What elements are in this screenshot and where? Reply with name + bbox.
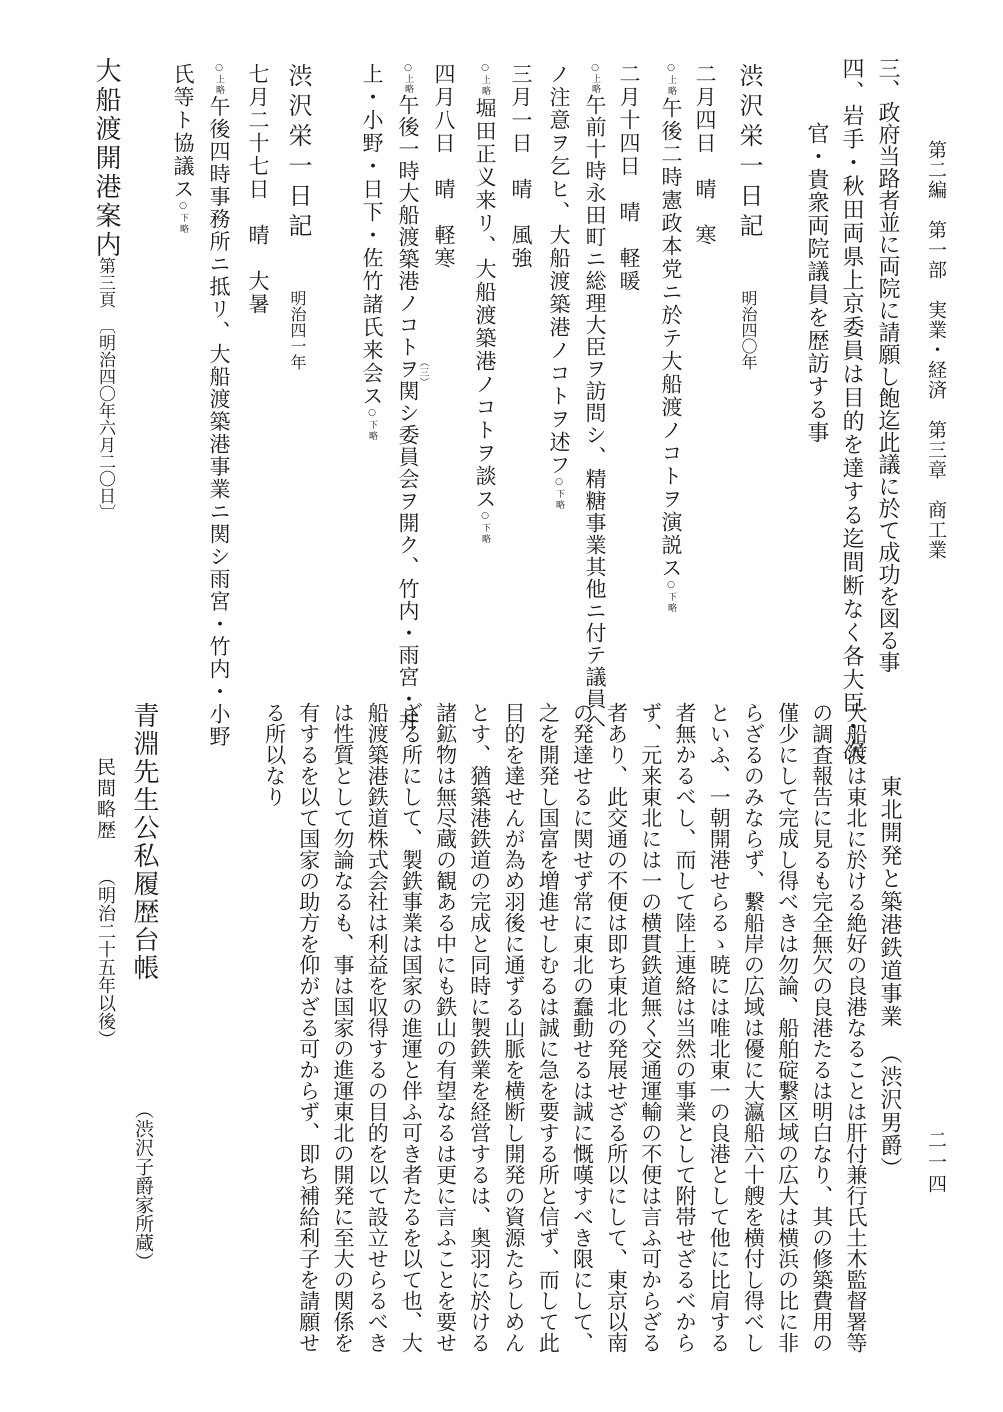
article-line: 船渡築港鉄道株式会社は利益を収得するの目的を以て設立せらるべき	[365, 702, 390, 1353]
guide-date: 〔明治四〇年六月二〇日〕	[95, 317, 115, 521]
entry-feb14-cont-text: ノ注意ヲ乞ヒ、大船渡築港ノコトヲ述フ	[547, 63, 571, 477]
entry-jul27-cont	[172, 63, 193, 235]
article-line: 有するを以て国家の助方を仰がざる可からず、即ち補給利子を請願せ	[296, 702, 321, 1353]
entry-apr8-text-a: 午後一時大船渡築港ノコトヲ	[396, 94, 420, 380]
record-title: 青淵先生公私履歴台帳	[129, 702, 159, 982]
article-line: らざるのみならず、繋船岸の広域は優に大瀛船六十艘を横付し得べし	[741, 702, 766, 1353]
entry-feb14	[584, 63, 605, 732]
entry-feb14-date: 二月十四日 晴 軽暖	[617, 63, 641, 293]
entry-apr8-date: 四月八日 晴 軽寒	[432, 63, 456, 270]
article-line: は性質として勿論なるも、事は国家の進運東北の開発に至大の関係を	[331, 702, 355, 1353]
article-line: 目的を達せんが為め羽後に通ずる山脈を横断し開発の資源たらしめん	[502, 702, 526, 1353]
entry-apr8-text-b: 関シ委員会ヲ開ク、竹内・雨宮・井	[396, 380, 420, 732]
article-line: る所以なり	[262, 702, 287, 807]
record-years: （明治二十五年以後）	[95, 868, 116, 1048]
apr8-annotation: （三）	[417, 357, 428, 387]
entry-jul27	[208, 63, 229, 748]
record-source: （渋沢子爵家所蔵）	[132, 1100, 154, 1271]
entry-jul27-text: 午後四時事務所ニ抵リ、大船渡築港事業ニ関シ雨宮・竹内・小野	[207, 95, 231, 748]
omission-mark: ○上略	[403, 63, 413, 94]
omission-mark: ○上略	[590, 63, 600, 94]
article-line: 之を開発し国富を増進せしむるは誠に急を要する所と信ず、而して此	[536, 702, 561, 1353]
item-3	[875, 57, 900, 673]
article-line: とす、猶築港鉄道の完成と同時に製鉄業を経営するは、奥羽に於ける	[467, 702, 492, 1353]
record-subtitle: 民間略歴	[94, 757, 116, 841]
omission-mark: ○上略	[480, 63, 490, 97]
entry-mar1-date: 三月一日 晴 風強	[509, 63, 533, 270]
entry-mar1	[474, 63, 495, 545]
entry-apr8-cont-text: 上・小野・日下・佐竹諸氏来会ス	[360, 63, 384, 408]
article-line: といふ、一朝開港せらるゝ暁には唯北東一の良港として他に比肩する	[707, 702, 732, 1353]
entry-jul27-date: 七月二十七日 晴 大暑	[246, 63, 270, 316]
entry-apr8-cont	[361, 63, 382, 442]
article-author: （渋沢男爵）	[877, 1042, 902, 1180]
article-title-text: 東北開発と築港鉄道事業	[877, 775, 902, 1028]
omission-mark: ○上略	[666, 63, 676, 97]
entry-feb4-date: 二月四日 晴 寒	[693, 63, 717, 247]
omission-mark: ○下略	[480, 511, 490, 545]
article-line: 諸鉱物は無尽蔵の観ある中にも鉄山の有望なるは更に言ふことを要せ	[433, 702, 458, 1353]
entry-feb14-text: 午前十時永田町ニ総理大臣ヲ訪問シ、精糖事業其他ニ付テ議員ヘ	[583, 94, 607, 732]
guide-title: 大船渡開港案内	[91, 57, 121, 260]
entry-jul27-cont-text: 氏等ト協議ス	[171, 63, 195, 201]
item-4-line-2: 官・貴衆両院議員を歴訪する事	[804, 122, 829, 444]
chapter-header: 第二編 第一部 実業・経済 第三章 商工業	[925, 140, 947, 560]
entry-feb4	[660, 63, 681, 614]
entry-mar1-text: 堀田正义来リ、大船渡築港ノコトヲ談ス	[473, 97, 497, 511]
article-line: の調査報告に見るも完全無欠の良港たるは明白なり、其の修築費用の	[809, 702, 834, 1353]
guide-page: 第三頁	[95, 257, 115, 308]
omission-mark: ○下略	[178, 201, 188, 235]
article-line: 者無かるべし、而して陸上連絡は当然の事業として附帯せざるべから	[673, 702, 697, 1353]
entry-apr8	[397, 63, 418, 732]
diary-2-title: 渋沢栄一日記	[284, 63, 312, 243]
article-line: の発達せるに関せず常に東北の蠢動せるは誠に慨嘆すべき限にして、	[570, 702, 595, 1353]
item-4-line-1: 四、岩手・秋田両県上京委員は目的を達する迄間断なく各大臣・次	[839, 57, 864, 762]
article-title	[878, 775, 900, 1180]
entry-feb4-text: 午後二時憲政本党ニ於テ大船渡ノコトヲ演説ス	[659, 97, 683, 580]
item-3-text: 三、政府当路者並に両院に請願し飽迄此議に於て成功を図る事	[875, 57, 900, 673]
omission-mark: ○下略	[367, 408, 377, 442]
page-number: 二一四	[925, 1130, 947, 1196]
omission-mark: ○上略	[214, 63, 224, 96]
article-line: ず、元来東北には一の横貫鉄道無く交通運輸の不便は言ふ可からざる	[638, 702, 663, 1353]
entry-feb14-cont	[548, 63, 569, 511]
diary-1-year: 明治四〇年	[739, 290, 758, 370]
article-line: 僅少にして完成し得べきは勿論、船舶碇繋区域の広大は横浜の比に非	[775, 702, 800, 1353]
article-line: 者あり、此交通の不便は即ち東北の発展せざる所以にして、東京以南	[604, 702, 629, 1353]
diary-2-year: 明治四一年	[288, 290, 307, 370]
omission-mark: ○下略	[666, 580, 676, 614]
omission-mark: ○下略	[554, 477, 564, 511]
diary-1-title: 渋沢栄一日記	[735, 63, 763, 243]
article-line: ざる所にして、製鉄事業は国家の進運と伴ふ可き者たるを以て也、大	[399, 702, 424, 1353]
article-line: 大船渡は東北に於ける絶好の良港なることは肝付兼行氏土木監督署等	[844, 702, 868, 1353]
